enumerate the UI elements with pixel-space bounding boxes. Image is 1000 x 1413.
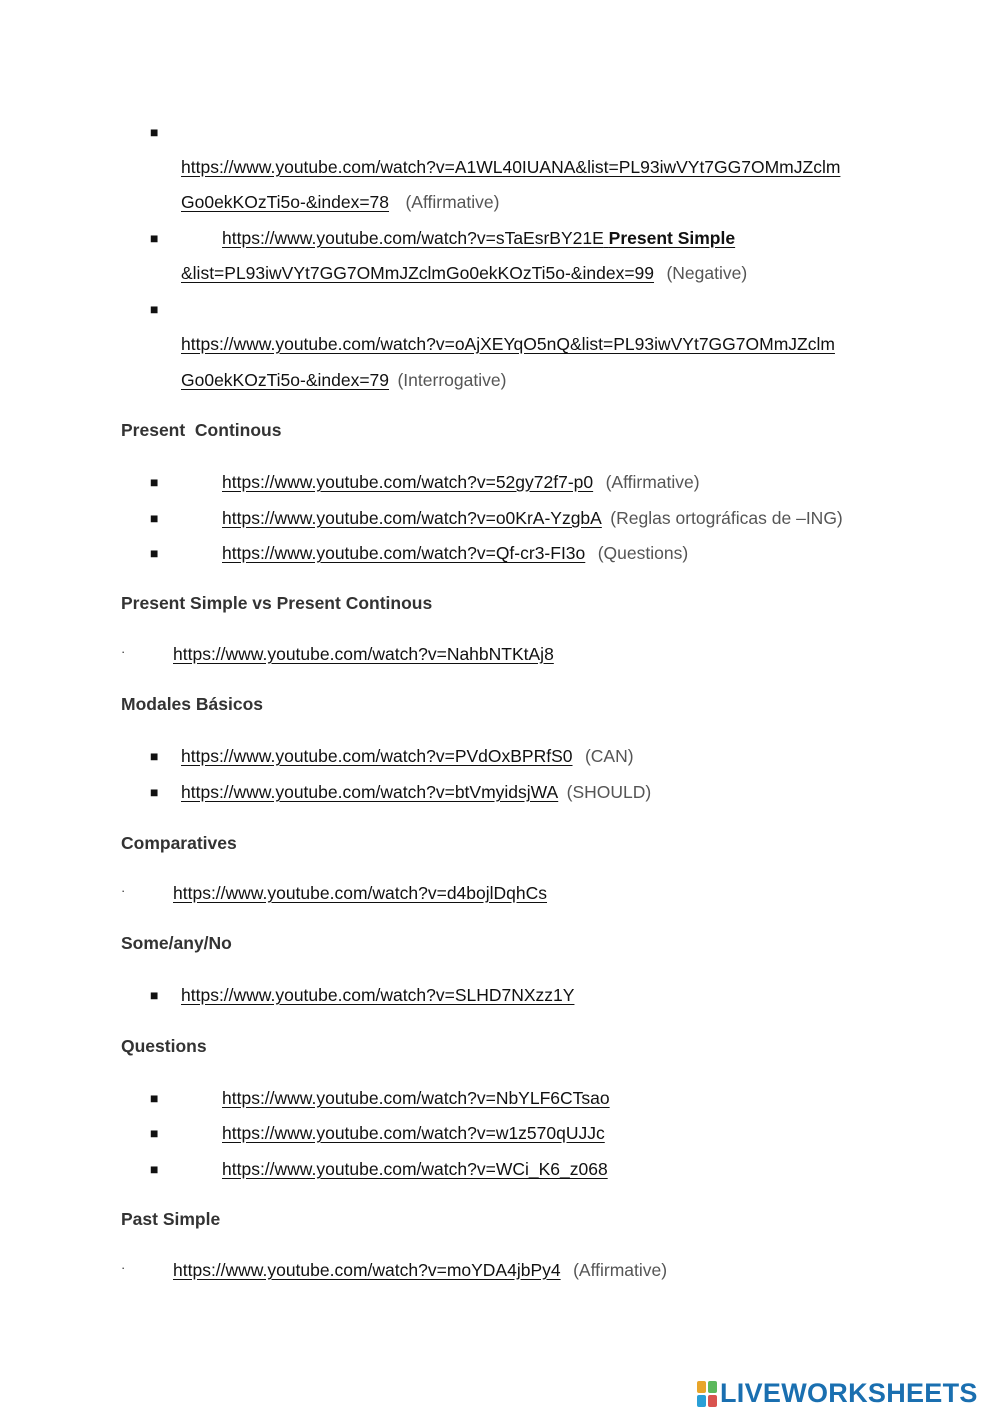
link-note: (Questions) <box>597 543 689 563</box>
list-bullet: ■ <box>150 987 159 1003</box>
video-link[interactable]: https://www.youtube.com/watch?v=o0KrA-YzgbA <box>222 508 602 528</box>
liveworksheets-logo <box>697 1378 978 1409</box>
section-heading-past-simple: Past Simple <box>121 1209 221 1229</box>
list-bullet: · <box>121 644 126 659</box>
list-bullet: ■ <box>150 784 159 800</box>
list-item <box>173 1260 667 1281</box>
link-note: (Affirmative) <box>405 192 500 212</box>
video-link[interactable]: https://www.youtube.com/watch?v=WCi_K6_z068 <box>222 1159 608 1179</box>
list-item <box>222 472 700 493</box>
video-link[interactable]: https://www.youtube.com/watch?v=d4bojlDqhCs <box>173 883 548 903</box>
list-item <box>222 228 735 249</box>
video-link-bold-title: Present Simple <box>608 228 736 248</box>
video-link[interactable]: https://www.youtube.com/watch?v=btVmyidsjWA <box>181 782 559 802</box>
video-link[interactable]: https://www.youtube.com/watch?v=PVdOxBPRfS0 <box>181 746 573 766</box>
list-item <box>222 508 843 529</box>
list-bullet: ■ <box>150 1161 159 1177</box>
liveworksheets-logo-icon <box>697 1381 717 1407</box>
video-link-continuation[interactable]: Go0ekKOzTi5o-&index=79 <box>181 370 390 390</box>
list-bullet: ■ <box>150 230 159 246</box>
list-bullet: ■ <box>150 1125 159 1141</box>
video-link[interactable]: https://www.youtube.com/watch?v=SLHD7NXzz1Y <box>181 985 575 1005</box>
section-heading-modales: Modales Básicos <box>121 694 263 714</box>
list-bullet: ■ <box>150 474 159 490</box>
list-item <box>181 782 651 803</box>
link-note: (SHOULD) <box>566 782 652 802</box>
list-bullet: ■ <box>150 1090 159 1106</box>
list-bullet: · <box>121 883 126 898</box>
list-item <box>181 746 634 767</box>
video-link-continuation[interactable]: &list=PL93iwVYt7GG7OMmJZclmGo0ekKOzTi5o-&index=99 <box>181 263 655 283</box>
section-heading-comparatives: Comparatives <box>121 833 237 853</box>
video-link[interactable] <box>222 228 735 248</box>
video-link-continuation[interactable]: Go0ekKOzTi5o-&index=78 <box>181 192 390 212</box>
section-heading-some-any-no: Some/any/No <box>121 933 232 953</box>
list-bullet: ■ <box>150 510 159 526</box>
list-item <box>181 370 506 391</box>
link-note: (Reglas ortográficas de –ING) <box>610 508 843 528</box>
section-heading-simple-vs-continous: Present Simple vs Present Continous <box>121 593 433 613</box>
list-item <box>181 263 747 284</box>
list-bullet: ■ <box>150 748 159 764</box>
video-link[interactable]: https://www.youtube.com/watch?v=oAjXEYqO5nQ&list=PL93iwVYt7GG7OMmJZclm <box>181 334 835 354</box>
list-item <box>181 192 499 213</box>
list-bullet: ■ <box>150 301 159 317</box>
list-item <box>222 543 688 564</box>
section-heading-present-continous: Present Continous <box>121 420 282 440</box>
link-note: (Negative) <box>666 263 748 283</box>
liveworksheets-logo-text: LIVEWORKSHEETS <box>720 1378 978 1408</box>
link-note: (CAN) <box>584 746 634 766</box>
list-bullet: · <box>121 1260 126 1275</box>
video-link-url: https://www.youtube.com/watch?v=sTaEsrBY21E <box>222 228 604 248</box>
video-link[interactable]: https://www.youtube.com/watch?v=w1z570qUJJc <box>222 1123 605 1143</box>
list-bullet: ■ <box>150 545 159 561</box>
video-link[interactable]: https://www.youtube.com/watch?v=NahbNTKtAj8 <box>173 644 554 664</box>
link-note: (Affirmative) <box>573 1260 668 1280</box>
video-link[interactable]: https://www.youtube.com/watch?v=moYDA4jbPy4 <box>173 1260 561 1280</box>
video-link[interactable]: https://www.youtube.com/watch?v=A1WL40IUANA&list=PL93iwVYt7GG7OMmJZclm <box>181 157 841 177</box>
section-heading-questions: Questions <box>121 1036 207 1056</box>
video-link[interactable]: https://www.youtube.com/watch?v=NbYLF6CTsao <box>222 1088 610 1108</box>
link-note: (Affirmative) <box>605 472 700 492</box>
list-bullet: ■ <box>150 124 159 140</box>
video-link[interactable]: https://www.youtube.com/watch?v=Qf-cr3-FI3o <box>222 543 586 563</box>
video-link[interactable]: https://www.youtube.com/watch?v=52gy72f7-p0 <box>222 472 594 492</box>
link-note: (Interrogative) <box>397 370 507 390</box>
